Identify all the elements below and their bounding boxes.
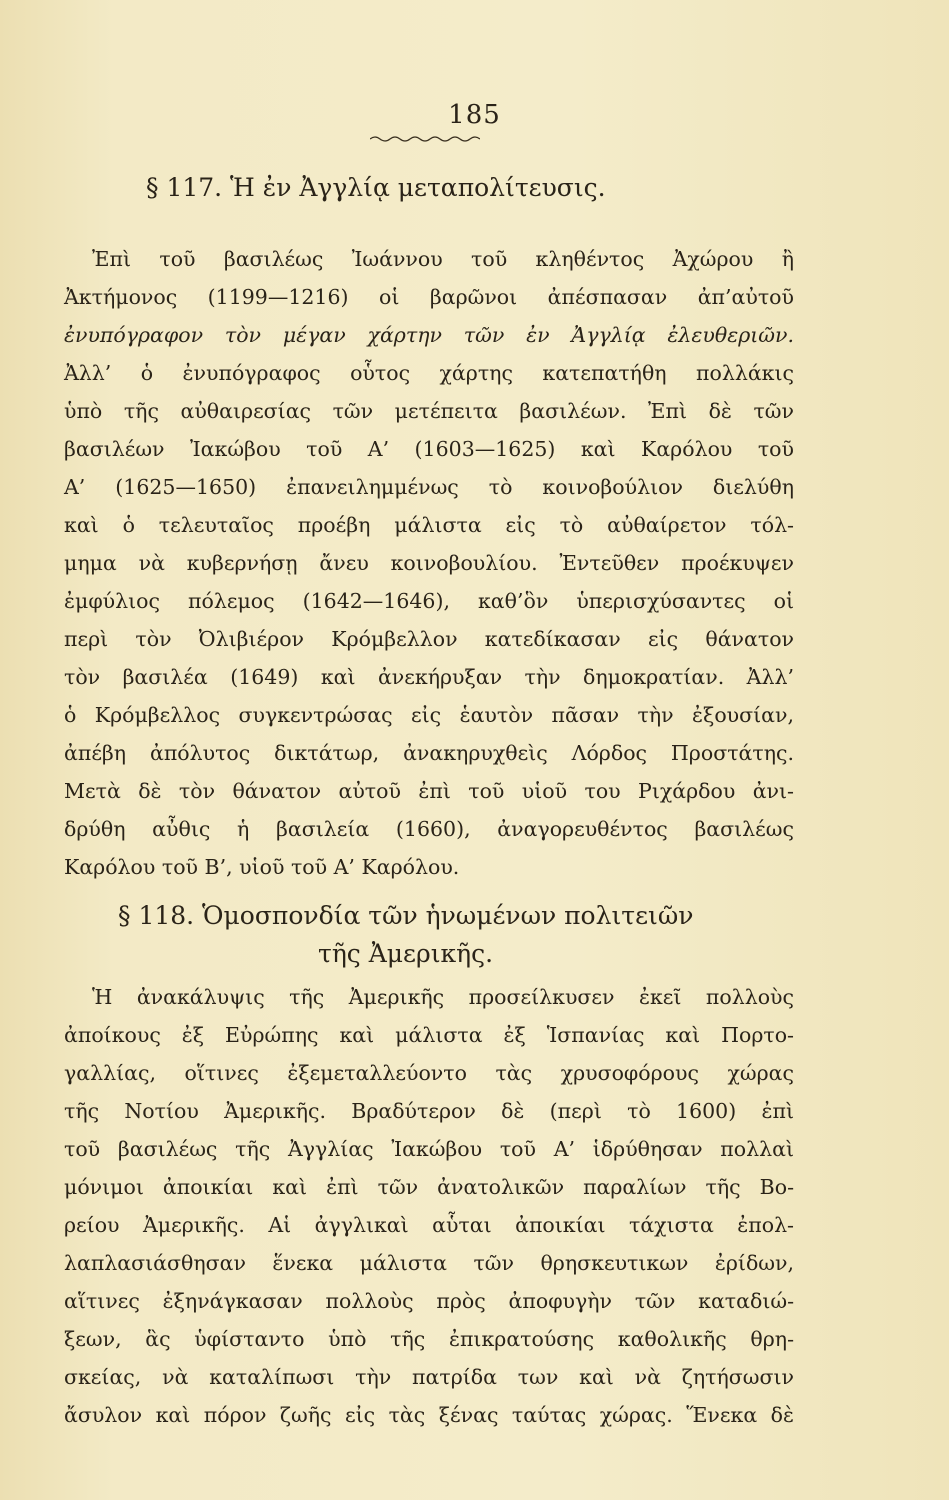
text-line: ξεων, ἃς ὑφίσταντο ὑπὸ τῆς ἐπικρατούσης καθολικῆς θρη-: [64, 1327, 794, 1351]
text-line: ἀποίκους ἐξ Εὐρώπης καὶ μάλιστα ἐξ Ἱσπανίας καὶ Πορτο-: [64, 1023, 794, 1047]
text-line: Ἡ ἀνακάλυψις τῆς Ἀμερικῆς προσείλκυσεν ἐκεῖ πολλοὺς: [92, 985, 794, 1009]
text-line: Α’ (1625—1650) ἐπανειλημμένως τὸ κοινοβούλιον διελύθη: [64, 475, 794, 499]
section-118-heading-line-2: τῆς Ἀμερικῆς.: [318, 939, 494, 968]
text-line: ὁ Κρόμβελλος συγκεντρώσας εἰς ἑαυτὸν πᾶσαν τὴν ἐξουσίαν,: [64, 703, 794, 727]
ornamental-rule: [370, 134, 480, 144]
text-line: ρείου Ἀμερικῆς. Αἱ ἀγγλικαὶ αὗται ἀποικίαι τάχιστα ἐπολ-: [64, 1213, 794, 1237]
text-line: λαπλασιάσθησαν ἕνεκα μάλιστα τῶν θρησκευτικων ἐρίδων,: [64, 1251, 794, 1275]
text-line: τῆς Νοτίου Ἀμερικῆς. Βραδύτερον δὲ (περὶ τὸ 1600) ἐπὶ: [64, 1099, 794, 1123]
page-number: 185: [448, 100, 501, 130]
text-line: δρύθη αὖθις ἡ βασιλεία (1660), ἀναγορευθέντος βασιλέως: [64, 817, 794, 841]
text-line: τοῦ βασιλέως τῆς Ἀγγλίας Ἰακώβου τοῦ Α’ ἱδρύθησαν πολλαὶ: [64, 1137, 794, 1161]
text-line: ἄσυλον καὶ πόρον ζωῆς εἰς τὰς ξένας ταύτας χώρας. Ἕνεκα δὲ: [64, 1403, 794, 1427]
text-line: καὶ ὁ τελευταῖος προέβη μάλιστα εἰς τὸ αὐθαίρετον τόλ-: [64, 513, 794, 537]
text-line: ἀπέβη ἀπόλυτος δικτάτωρ, ἀνακηρυχθεὶς Λόρδος Προστάτης.: [64, 741, 794, 765]
text-line: μημα νὰ κυβερνήσῃ ἄνευ κοινοβουλίου. Ἐντεῦθεν προέκυψεν: [64, 551, 794, 575]
text-line: περὶ τὸν Ὀλιβιέρον Κρόμβελλον κατεδίκασαν εἰς θάνατον: [64, 627, 794, 651]
text-line: Ἐπὶ τοῦ βασιλέως Ἰωάννου τοῦ κληθέντος Ἀχώρου ἢ: [92, 247, 794, 271]
text-line: Ἀκτήμονος (1199—1216) οἱ βαρῶνοι ἀπέσπασαν ἀπ’αὐτοῦ: [64, 285, 794, 309]
text-line: γαλλίας, οἵτινες ἐξεμεταλλεύοντο τὰς χρυσοφόρους χώρας: [64, 1061, 794, 1085]
text-line: ἐμφύλιος πόλεμος (1642—1646), καθ’ὃν ὑπερισχύσαντες οἱ: [64, 589, 794, 613]
text-line: αἵτινες ἐξηνάγκασαν πολλοὺς πρὸς ἀποφυγὴν τῶν καταδιώ-: [64, 1289, 794, 1313]
text-line: ὑπὸ τῆς αὐθαιρεσίας τῶν μετέπειτα βασιλέων. Ἐπὶ δὲ τῶν: [64, 399, 794, 423]
text-line: Καρόλου τοῦ Β’, υἱοῦ τοῦ Α’ Καρόλου.: [64, 855, 460, 879]
section-118-heading-line-1: § 118. Ὁμοσπονδία τῶν ἡνωμένων πολιτειῶν: [118, 901, 694, 930]
text-line: σκείας, νὰ καταλίπωσι τὴν πατρίδα των καὶ νὰ ζητήσωσιν: [64, 1365, 794, 1389]
text-line: μόνιμοι ἀποικίαι καὶ ἐπὶ τῶν ἀνατολικῶν παραλίων τῆς Βο-: [64, 1175, 794, 1199]
text-line: τὸν βασιλέα (1649) καὶ ἀνεκήρυξαν τὴν δημοκρατίαν. Ἀλλ’: [64, 665, 794, 689]
book-page: 185 § 117. Ἡ ἐν Ἀγγλίᾳ μεταπολίτευσις. Ἐπὶ τοῦ βασιλέως Ἰωάννου τοῦ κληθέντος Ἀχώρου ἢ Ἀκτήμονος (1199—1216) οἱ βαρῶνοι ἀπέσπασαν ἀπ’αὐτοῦ ἐνυπόγραφον τὸν μέγαν χάρτην τῶν ἐν Ἀγγλίᾳ ἐλευθεριῶν. Ἀλλ’ ὁ ἐνυπόγραφος οὗτος χάρτης κατεπατήθη πολλάκις ὑπὸ τῆς αὐθαιρεσίας τῶν μετέπειτα βασιλέων. Ἐπὶ δὲ τῶν βασιλέων Ἰακώβου τοῦ Α’ (1603—1625) καὶ Καρόλου τοῦ Α’ (1625—1650) ἐπανειλημμένως τὸ κοινοβούλιον διελύθη καὶ ὁ τελευταῖος προέβη μάλιστα εἰς τὸ αὐθαίρετον τόλ- μημα νὰ κυβερνήσῃ ἄνευ κοινοβουλίου. Ἐντεῦθεν προέκυψεν ἐμφύλιος πόλεμος (1642—1646), καθ’ὃν ὑπερισχύσαντες οἱ περὶ τὸν Ὀλιβιέρον Κρόμβελλον κατεδίκασαν εἰς θάνατον τὸν βασιλέα (1649) καὶ ἀνεκήρυξαν τὴν δημοκρατίαν. Ἀλλ’ ὁ Κρόμβελλος συγκεντρώσας εἰς ἑαυτὸν πᾶσαν τὴν ἐξουσίαν, ἀπέβη ἀπόλυτος δικτάτωρ, ἀνακηρυχθεὶς Λόρδος Προστάτης. Μετὰ δὲ τὸν θάνατον αὐτοῦ ἐπὶ τοῦ υἱοῦ του Ριχάρδου ἀνι- δρύθη αὖθις ἡ βασιλεία (1660), ἀναγορευθέντος βασιλέως Καρόλου τοῦ Β’, υἱοῦ τοῦ Α’ Καρόλου. § 118. Ὁμοσπονδία τῶν ἡνωμένων πολιτειῶν τῆς Ἀμερικῆς. Ἡ ἀνακάλυψις τῆς Ἀμερικῆς προσείλκυσεν ἐκεῖ πολλοὺς ἀποίκους ἐξ Εὐρώπης καὶ μάλιστα ἐξ Ἱσπανίας καὶ Πορτο- γαλλίας, οἵτινες ἐξεμεταλλεύοντο τὰς χρυσοφόρους χώρας τῆς Νοτίου Ἀμερικῆς. Βραδύτερον δὲ (περὶ τὸ 1600) ἐπὶ τοῦ βασιλέως τῆς Ἀγγλίας Ἰακώβου τοῦ Α’ ἱδρύθησαν πολλαὶ μόνιμοι ἀποικίαι καὶ ἐπὶ τῶν ἀνατολικῶν παραλίων τῆς Βο- ρείου Ἀμερικῆς. Αἱ ἀγγλικαὶ αὗται ἀποικίαι τάχιστα ἐπολ- λαπλασιάσθησαν ἕνεκα μάλιστα τῶν θρησκευτικων ἐρίδων, αἵτινες ἐξηνάγκασαν πολλοὺς πρὸς ἀποφυγὴν τῶν καταδιώ- ξεων, ἃς ὑφίσταντο ὑπὸ τῆς ἐπικρατούσης καθολικῆς θρη- σκείας, νὰ καταλίπωσι τὴν πατρίδα των καὶ νὰ ζητήσωσιν ἄσυλον καὶ πόρον ζωῆς εἰς τὰς ξένας ταύτας χώρας. Ἕνεκα δὲ: [0, 0, 949, 1500]
text-line: Μετὰ δὲ τὸν θάνατον αὐτοῦ ἐπὶ τοῦ υἱοῦ του Ριχάρδου ἀνι-: [64, 779, 794, 803]
text-line: ἐνυπόγραφον τὸν μέγαν χάρτην τῶν ἐν Ἀγγλίᾳ ἐλευθεριῶν.: [64, 323, 794, 347]
text-line: βασιλέων Ἰακώβου τοῦ Α’ (1603—1625) καὶ Καρόλου τοῦ: [64, 437, 794, 461]
text-line: Ἀλλ’ ὁ ἐνυπόγραφος οὗτος χάρτης κατεπατήθη πολλάκις: [64, 361, 794, 385]
